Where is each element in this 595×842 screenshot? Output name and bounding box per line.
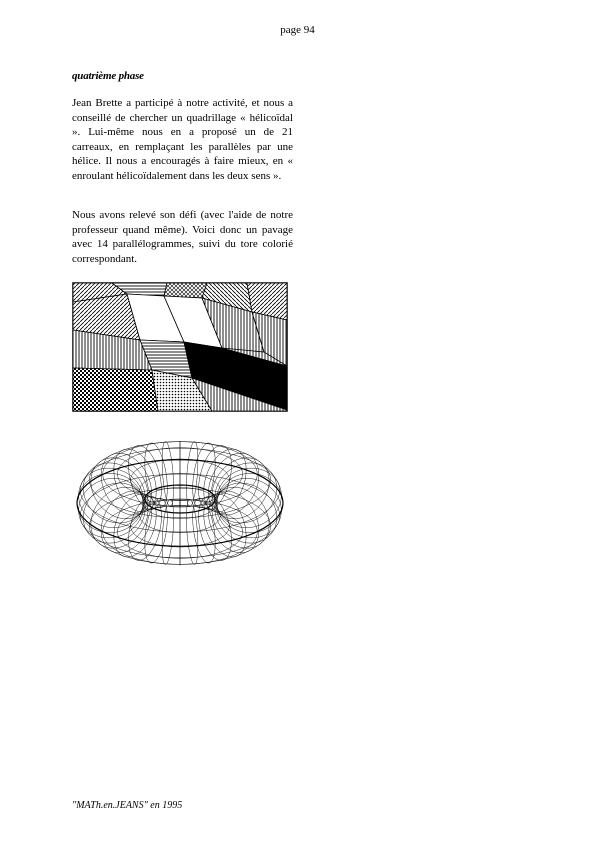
- paragraph-2: Nous avons relevé son défi (avec l'aide de notre professeur quand même). Voici donc un pavage avec 14 parallélogrammes, suivi du tore colorié correspondant.: [72, 209, 293, 265]
- colored-torus-figure: [73, 441, 287, 566]
- parallelogram-tiling-figure: [72, 282, 288, 412]
- paragraph-1: Jean Brette a participé à notre activité, et nous a conseillé de chercher un quadrillage « hélicoïdal ». Lui-même nous en a proposé un de 21 carreaux, en remplaçant les parallèles par une hélice. Il nous a encouragés à faire mieux, en « enroulant hélicoïdalement dans les deux sens ».: [72, 97, 293, 182]
- section-title: quatrième phase: [72, 70, 144, 82]
- page-number: page 94: [280, 24, 315, 36]
- footer-text: "MATh.en.JEANS" en 1995: [72, 800, 183, 811]
